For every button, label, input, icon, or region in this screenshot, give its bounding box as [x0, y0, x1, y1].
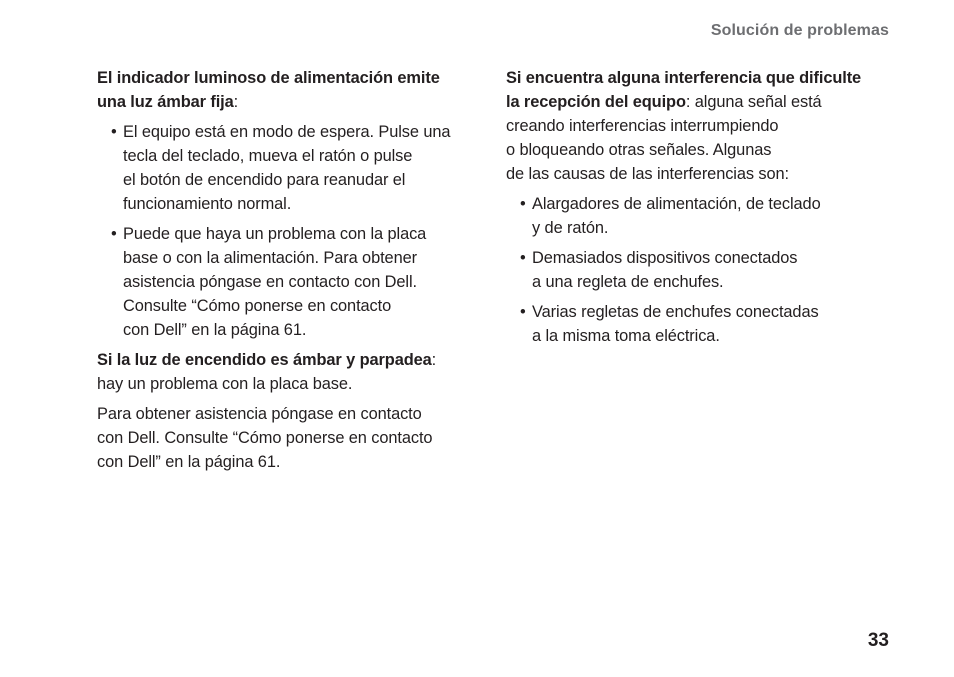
- list-item: [506, 192, 898, 240]
- amber-blinking-text: : hay un problema con la placa base.: [97, 351, 437, 393]
- contact-dell-paragraph: Para obtener asistencia póngase en contacto con Dell. Consulte “Cómo ponerse en contacto con Dell” en la página 61.: [97, 405, 433, 471]
- list-item: [97, 120, 489, 216]
- amber-solid-heading-bold: El indicador luminoso de alimentación emite una luz ámbar fija: [97, 69, 440, 111]
- list-item: [506, 246, 898, 294]
- amber-blinking-heading-bold: Si la luz de encendido es ámbar y parpadea: [97, 351, 432, 369]
- right-column: [506, 66, 898, 354]
- bullet-icon: •: [520, 249, 526, 267]
- left-column: [97, 66, 489, 480]
- bullet-icon: •: [111, 225, 117, 243]
- amber-solid-heading: [97, 66, 489, 114]
- bullet-icon: •: [520, 303, 526, 321]
- amber-blinking-paragraph: [97, 348, 489, 396]
- list-item: [97, 222, 489, 342]
- list-item-text: Puede que haya un problema con la placa base o con la alimentación. Para obtener asistencia póngase en contacto con Dell. Consulte “Cómo ponerse en contacto con Dell” en la página 61.: [123, 225, 427, 339]
- interference-causes-list: [506, 192, 898, 348]
- list-item: [506, 300, 898, 348]
- list-item-text: El equipo está en modo de espera. Pulse una tecla del teclado, mueva el ratón o pulse el botón de encendido para reanudar el funcionamiento normal.: [123, 123, 451, 213]
- page-number: 33: [867, 630, 889, 651]
- section-title: Solución de problemas: [710, 22, 889, 39]
- amber-solid-causes-list: [97, 120, 489, 342]
- interference-paragraph: [506, 66, 898, 186]
- interference-text: : alguna señal está creando interferencias interrumpiendo o bloqueando otras señales. Algunas de las causas de las interferencias son:: [506, 93, 822, 183]
- list-item-text: Alargadores de alimentación, de teclado y de ratón.: [532, 195, 821, 237]
- bullet-icon: •: [111, 123, 117, 141]
- list-item-text: Demasiados dispositivos conectados a una regleta de enchufes.: [532, 249, 798, 291]
- interference-heading-bold: Si encuentra alguna interferencia que dificulte la recepción del equipo: [506, 69, 862, 111]
- list-item-text: Varias regletas de enchufes conectadas a la misma toma eléctrica.: [532, 303, 819, 345]
- bullet-icon: •: [520, 195, 526, 213]
- amber-solid-heading-colon: :: [233, 93, 239, 111]
